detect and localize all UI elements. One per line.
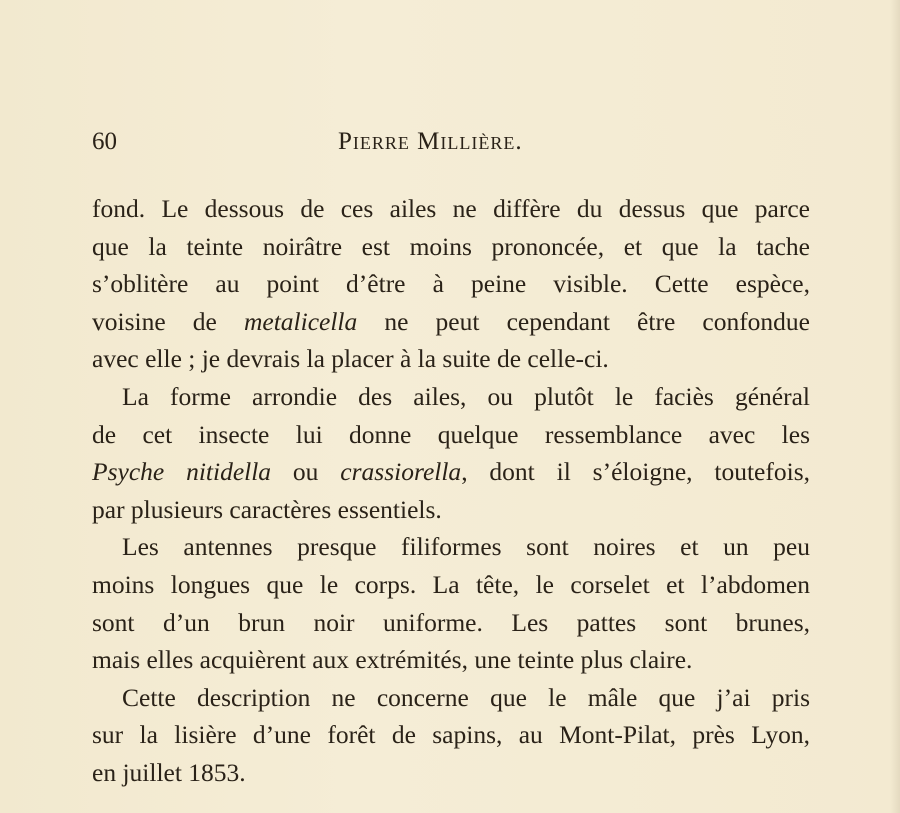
text-line: Psyche nitidella ou crassiorella, dont il s’éloigne, toutefois, — [92, 457, 810, 487]
text-line: sur la lisière d’une forêt de sapins, au Mont-Pilat, près Lyon, — [92, 720, 810, 750]
page-header — [92, 128, 810, 164]
text-line: fond. Le dessous de ces ailes ne diffère du dessus que parce — [92, 194, 810, 223]
body-text — [92, 190, 810, 792]
text-line: sont d’un brun noir uniforme. Les pattes sont brunes, — [92, 607, 810, 637]
text-line: voisine de metalicella ne peut cependant être confondue — [92, 306, 811, 336]
page-number: 60 — [92, 128, 117, 155]
species-name: Psyche nitidella — [92, 457, 272, 487]
species-name: metalicella — [243, 306, 358, 336]
text-line: La forme arrondie des ailes, ou plutôt le faciès général — [122, 381, 810, 411]
text-line: avec elle ; je devrais la placer à la suite de celle-ci. — [92, 344, 609, 374]
text-line: mais elles acquièrent aux extrémités, une teinte plus claire. — [92, 645, 693, 675]
text-line: par plusieurs caractères essentiels. — [92, 494, 442, 524]
species-name: crassiorella — [340, 457, 462, 487]
text-line: que la teinte noirâtre est moins prononcée, et que la tache — [92, 231, 810, 261]
text-line: en juillet 1853. — [92, 757, 246, 787]
page-edge-shadow — [890, 0, 900, 813]
text-line: Les antennes presque filiformes sont noires et un peu — [122, 532, 810, 562]
text-line: Cette description ne concerne que le mâle que j’ai pris — [122, 682, 810, 712]
text-line: de cet insecte lui donne quelque ressemblance avec les — [92, 419, 810, 449]
running-title: Pierre Millière. — [338, 128, 523, 155]
text-line: moins longues que le corps. La tête, le corselet et l’abdomen — [92, 569, 810, 599]
text-line: s’oblitère au point d’être à peine visible. Cette espèce, — [92, 269, 810, 299]
